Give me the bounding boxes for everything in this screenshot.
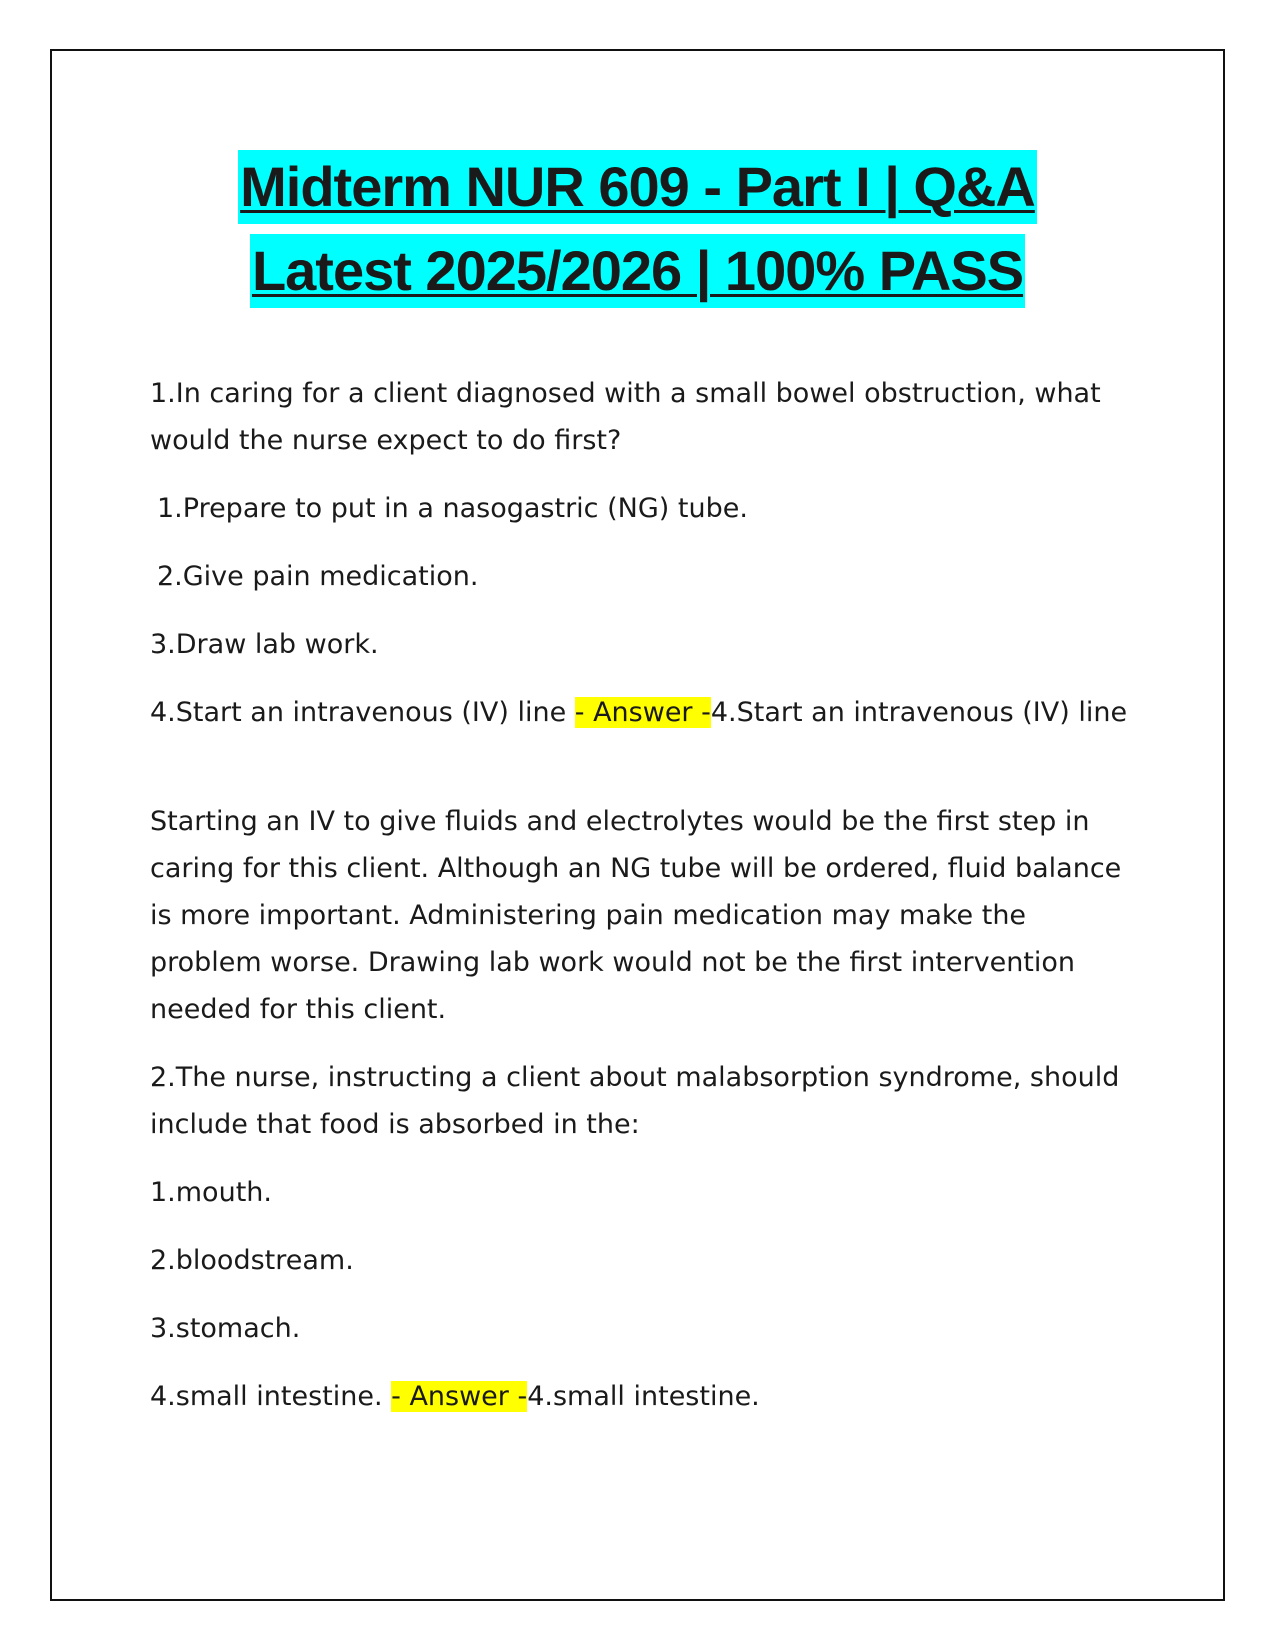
document-body [150, 370, 1140, 1441]
question-2-option-2: 2.bloodstream. [150, 1245, 354, 1276]
question-1-option-4-with-answer [150, 689, 1140, 736]
question-1-answer: 4.Start an intravenous (IV) line [710, 697, 1128, 728]
question-2-option-3: 3.stomach. [150, 1313, 301, 1344]
question-2-answer: 4.small intestine. [527, 1381, 760, 1412]
question-1-text: 1.In caring for a client diagnosed with a small bowel obstruction, what would the nurse expect to do first? [150, 378, 1101, 456]
question-1-option-4: 4.Start an intravenous (IV) line [150, 697, 575, 728]
answer-marker: - Answer - [391, 1381, 528, 1412]
question-2-option-4-with-answer [150, 1373, 1140, 1420]
question-2-text: 2.The nurse, instructing a client about malabsorption syndrome, should include that food is absorbed in the: [150, 1062, 1120, 1140]
question-1-rationale: Starting an IV to give fluids and electrolytes would be the first step in caring for this client. Although an NG tube will be ordered, fluid balance is more important. Administering pain medication may make the problem worse. Drawing lab work would not be the first intervention needed for this client. [150, 806, 1122, 1025]
answer-marker: - Answer - [574, 697, 711, 728]
title-line-2: Latest 2025/2026 | 100% PASS [250, 234, 1025, 308]
question-1-option-2: 2.Give pain medication. [157, 561, 479, 592]
question-1-option-3: 3.Draw lab work. [150, 629, 379, 660]
question-1-option-1: 1.Prepare to put in a nasogastric (NG) tube. [157, 493, 748, 524]
question-2-option-4: 4.small intestine. [150, 1381, 392, 1412]
title-line-1: Midterm NUR 609 - Part I | Q&A [238, 150, 1037, 224]
question-2-option-1: 1.mouth. [150, 1177, 272, 1208]
document-title [50, 145, 1225, 313]
